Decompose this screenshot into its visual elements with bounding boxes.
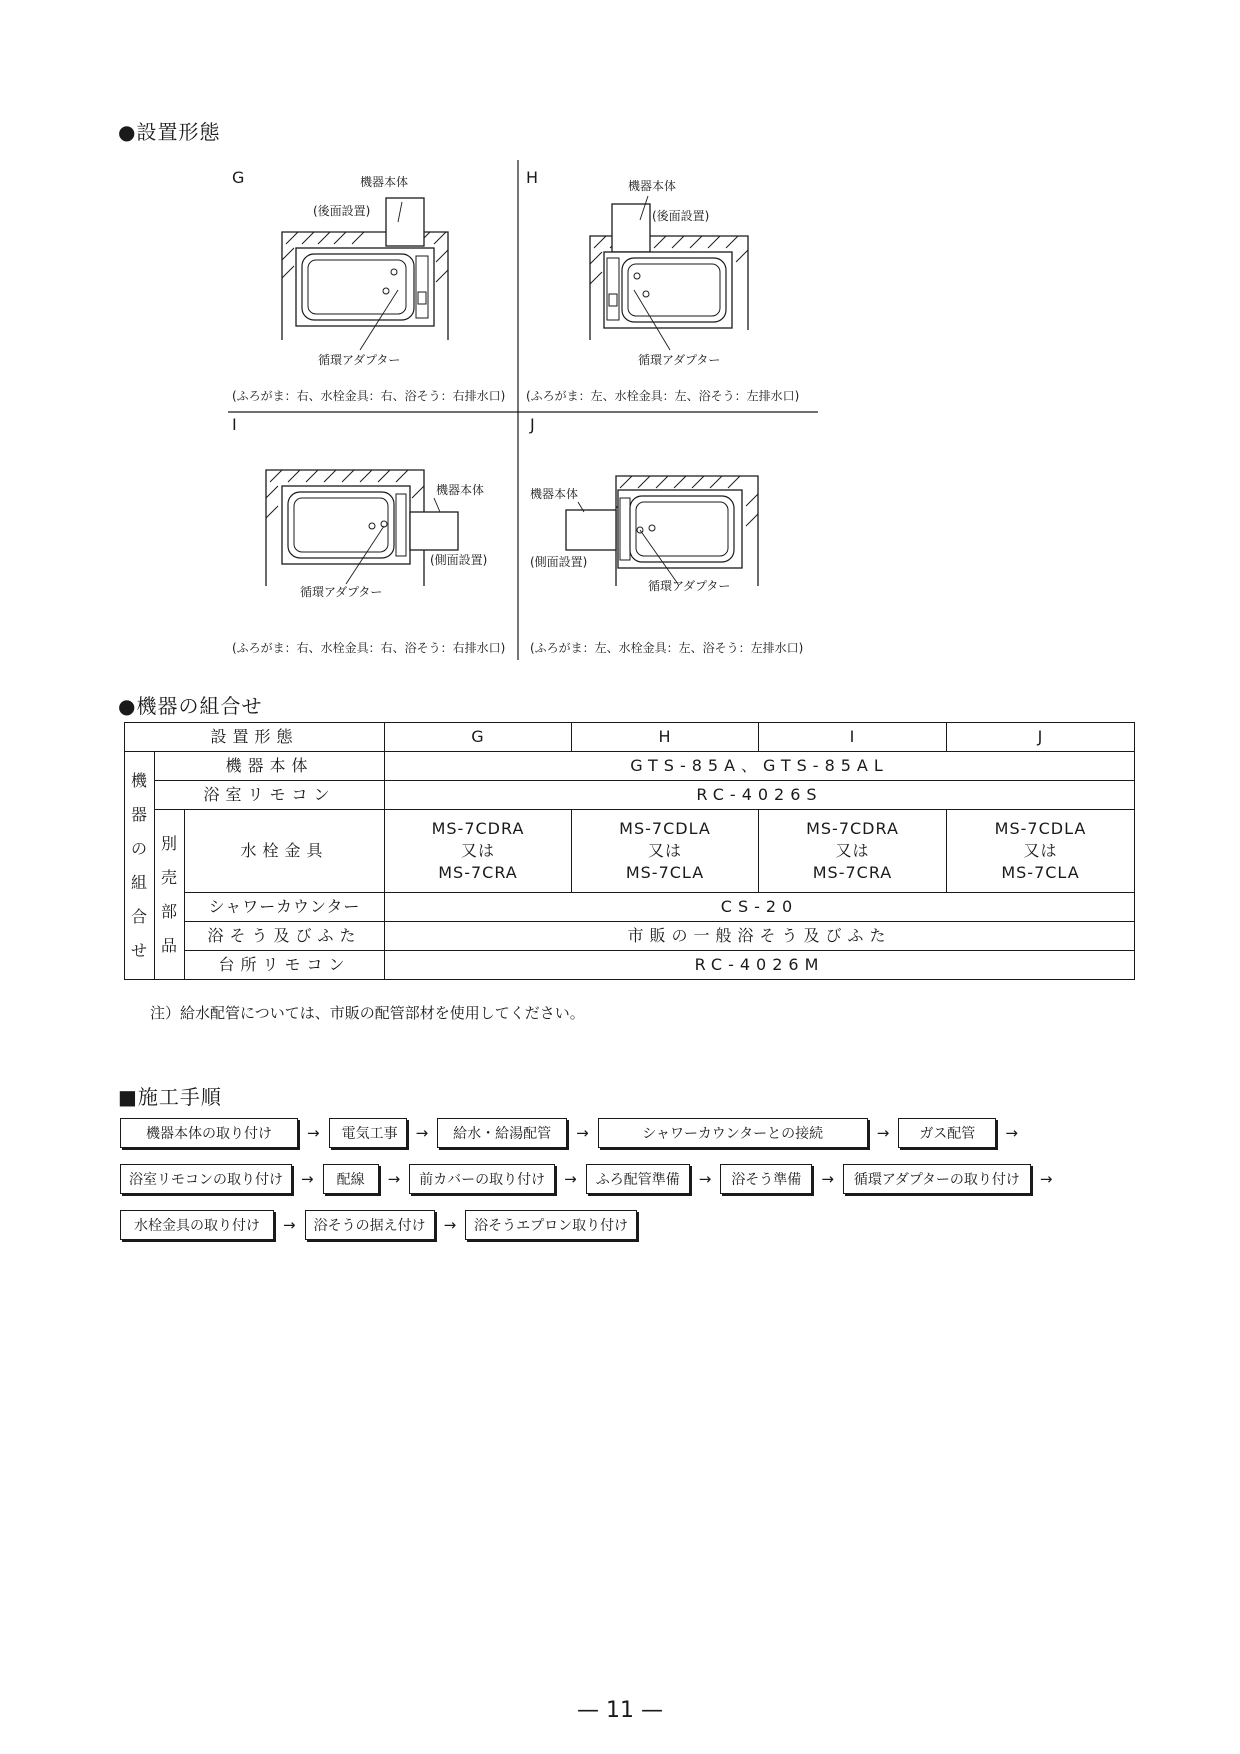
unit-label: 機器本体 <box>628 179 677 193</box>
step-apron-mount: 浴そうエプロン取り付け <box>465 1210 637 1240</box>
step-adapter-mount: 循環アダプターの取り付け <box>843 1164 1031 1194</box>
diagram-j <box>529 415 803 655</box>
arrow-icon: → <box>876 1124 890 1142</box>
procedure-row-2 <box>120 1164 1061 1194</box>
arrow-icon: → <box>307 1124 320 1142</box>
procedure-title: ■施工手順 <box>118 1085 222 1109</box>
arrow-icon: → <box>1039 1170 1053 1188</box>
faucet-value-h: MS-7CDLA 又は MS-7CLA <box>572 810 759 893</box>
step-front-cover: 前カバーの取り付け <box>409 1164 555 1194</box>
unit-box <box>410 512 458 550</box>
adapter-label: 循環アダプター <box>300 585 383 599</box>
faucet-value-g: MS-7CDRA 又は MS-7CRA <box>385 810 572 893</box>
adapter-label: 循環アダプター <box>648 579 731 593</box>
tub-value: 市販の一般浴そう及びふた <box>385 922 1135 951</box>
arrow-icon: → <box>443 1216 457 1234</box>
table-row <box>125 951 1135 980</box>
tub-label: 浴そう及びふた <box>185 922 385 951</box>
table-row <box>125 922 1135 951</box>
step-water-piping: 給水・給湯配管 <box>437 1118 567 1148</box>
arrow-icon: → <box>576 1124 589 1142</box>
placement-label: (後面設置) <box>652 209 710 223</box>
diagram-h <box>526 168 799 403</box>
kitchen-remote-label: 台所リモコン <box>185 951 385 980</box>
header-label: 設置形態 <box>125 723 385 752</box>
unit-box <box>612 204 650 252</box>
page-number: — 11 — <box>577 1698 663 1723</box>
unit-box <box>566 510 616 550</box>
group-label: 機 器 の 組 合 せ <box>125 752 155 980</box>
procedure-row-1 <box>120 1118 1027 1148</box>
table-row <box>125 810 1135 893</box>
col-header-j: J <box>947 723 1135 752</box>
diagram-caption: (ふろがま：左、水栓金具：左、浴そう：左排水口) <box>530 641 804 655</box>
col-header-i: I <box>759 723 947 752</box>
bath-remote-label: 浴室リモコン <box>155 781 385 810</box>
unit-label: 機器本体 <box>360 175 409 189</box>
arrow-icon: → <box>564 1170 577 1188</box>
diagram-caption: (ふろがま：左、水栓金具：左、浴そう：左排水口) <box>526 389 800 403</box>
adapter-label: 循環アダプター <box>638 353 721 367</box>
arrow-icon: → <box>301 1170 314 1188</box>
placement-label: (側面設置) <box>530 555 588 569</box>
step-faucet-mount: 水栓金具の取り付け <box>120 1210 274 1240</box>
col-header-g: G <box>385 723 572 752</box>
step-bath-piping-prep: ふろ配管準備 <box>586 1164 690 1194</box>
procedure-row-3 <box>120 1210 637 1240</box>
faucet-label: 水栓金具 <box>185 810 385 893</box>
unit-label: 機器本体 <box>530 487 579 501</box>
faucet-value-j: MS-7CDLA 又は MS-7CLA <box>947 810 1135 893</box>
combination-table <box>124 722 1135 980</box>
diagram-letter: J <box>530 415 535 434</box>
arrow-icon: → <box>821 1170 834 1188</box>
arrow-icon: → <box>698 1170 712 1188</box>
unit-row-label: 機器本体 <box>155 752 385 781</box>
step-unit-mount: 機器本体の取り付け <box>120 1118 298 1148</box>
diagram-caption: (ふろがま：右、水栓金具：右、浴そう：右排水口) <box>232 389 506 403</box>
combo-title: ●機器の組合せ <box>118 694 263 718</box>
diagram-i <box>232 415 505 655</box>
installation-diagrams <box>0 0 1240 680</box>
diagram-letter: I <box>232 415 237 434</box>
table-row <box>125 893 1135 922</box>
placement-label: (側面設置) <box>430 553 488 567</box>
install-title: ●設置形態 <box>118 120 221 144</box>
table-header-row <box>125 723 1135 752</box>
step-tub-install: 浴そうの据え付け <box>305 1210 435 1240</box>
step-electrical: 電気工事 <box>329 1118 407 1148</box>
arrow-icon: → <box>283 1216 296 1234</box>
diagram-caption: (ふろがま：右、水栓金具：右、浴そう：右排水口) <box>232 641 506 655</box>
col-header-h: H <box>572 723 759 752</box>
placement-label: (後面設置) <box>313 204 371 218</box>
kitchen-remote-value: RC-4026M <box>385 951 1135 980</box>
table-row <box>125 752 1135 781</box>
step-wiring: 配線 <box>323 1164 379 1194</box>
step-shower-connect: シャワーカウンターとの接続 <box>598 1118 868 1148</box>
step-tub-prep: 浴そう準備 <box>720 1164 812 1194</box>
adapter-label: 循環アダプター <box>318 353 401 367</box>
table-note: 注）給水配管については、市販の配管部材を使用してください。 <box>150 1004 585 1022</box>
step-gas-piping: ガス配管 <box>898 1118 996 1148</box>
bath-remote-value: RC-4026S <box>385 781 1135 810</box>
arrow-icon: → <box>387 1170 401 1188</box>
arrow-icon: → <box>415 1124 429 1142</box>
diagram-g <box>232 168 505 403</box>
table-row <box>125 781 1135 810</box>
unit-box <box>386 198 424 246</box>
unit-row-value: GTS-85A、GTS-85AL <box>385 752 1135 781</box>
shower-label: シャワーカウンター <box>185 893 385 922</box>
diagram-letter: H <box>526 168 539 187</box>
diagram-letter: G <box>232 168 245 187</box>
faucet-value-i: MS-7CDRA 又は MS-7CRA <box>759 810 947 893</box>
unit-label: 機器本体 <box>436 483 485 497</box>
arrow-icon: → <box>1005 1124 1018 1142</box>
shower-value: CS-20 <box>385 893 1135 922</box>
step-bath-remote: 浴室リモコンの取り付け <box>120 1164 292 1194</box>
sub-group-label: 別 売 部 品 <box>155 810 185 980</box>
